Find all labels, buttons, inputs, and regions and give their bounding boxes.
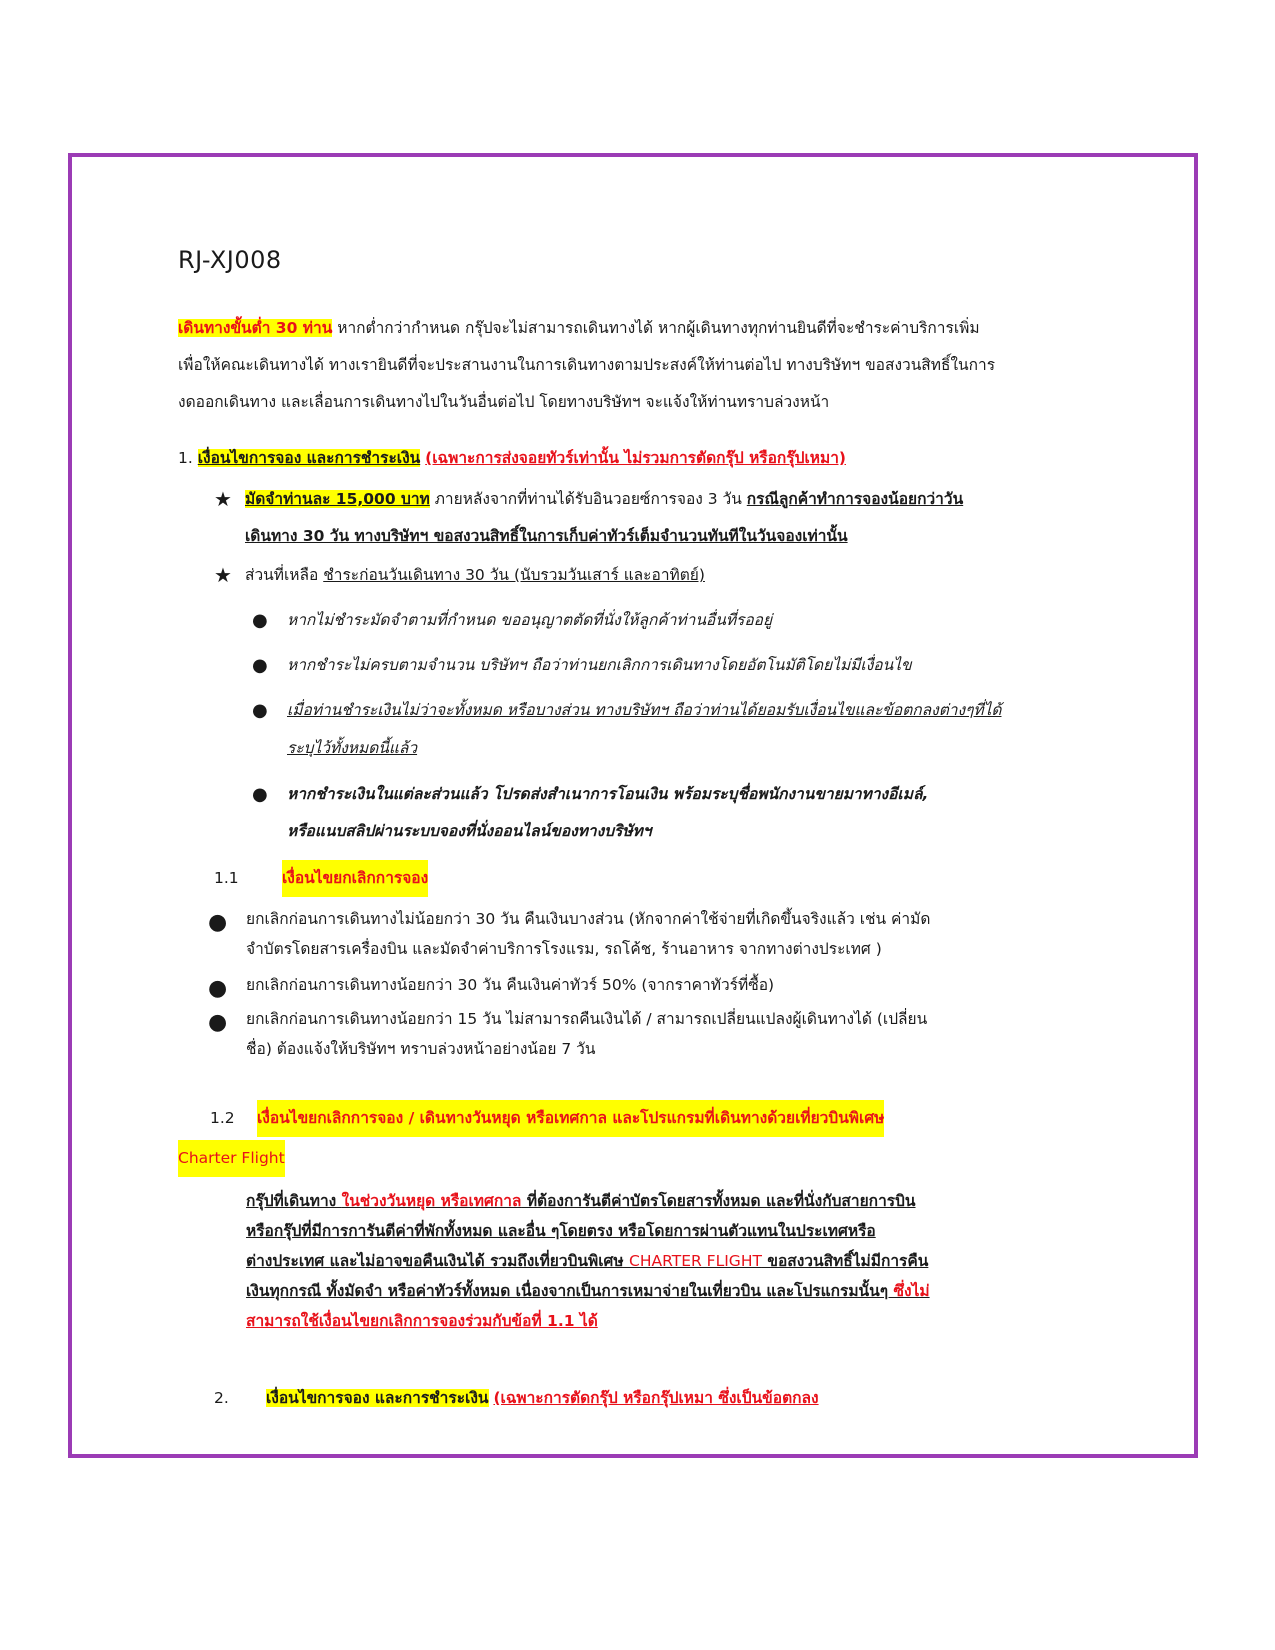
- intro-line-1: หากต่ำกว่ากำหนด กรุ๊ปจะไม่สามารถเดินทางได้ หากผู้เดินทางทุกท่านยินดีที่จะชำระค่าบริการเพิ่ม: [332, 319, 980, 337]
- list-item: เมื่อท่านชำระเงินไม่ว่าจะทั้งหมด หรือบางส่วน ทางบริษัทฯ ถือว่าท่านได้ยอมรับเงื่อนไขและข้อตกลงต่างๆที่ได้: [287, 701, 1002, 719]
- charter-line-3: ต่างประเทศ และไม่อาจขอคืนเงินได้ รวมถึงเที่ยวบินพิเศษ CHARTER FLIGHT ขอสงวนสิทธิ์ไม่มีการคืน: [246, 1252, 929, 1270]
- section-2-heading: [266, 1380, 819, 1417]
- section-2-number: 2.: [214, 1389, 229, 1407]
- section-1-1-number: 1.1: [214, 869, 239, 887]
- charter-line-2: หรือกรุ๊ปที่มีการการันตีค่าที่พักทั้งหมด และอื่น ๆโดยตรง หรือโดยการผ่านตัวแทนในประเทศหรือ: [246, 1222, 876, 1240]
- bullet-icon: ●: [208, 1010, 228, 1035]
- section-1-number: 1.: [178, 449, 193, 467]
- charter-line-5: สามารถใช้เงื่อนไขยกเลิกการจองร่วมกับข้อที่ 1.1 ได้: [246, 1312, 598, 1330]
- section-1-note: (เฉพาะการส่งจอยทัวร์เท่านั้น ไม่รวมการตัดกรุ๊ป หรือกรุ๊ปเหมา): [425, 449, 846, 467]
- charter-line-4: เงินทุกกรณี ทั้งมัดจำ หรือค่าทัวร์ทั้งหมด เนื่องจากเป็นการเหมาจ่ายในเที่ยวบิน และโปรแกรมนั้นๆ ซึ่งไม่: [246, 1282, 930, 1300]
- deposit-amount: มัดจำท่านละ 15,000 บาท: [245, 490, 430, 508]
- bullet-icon: ●: [252, 610, 268, 631]
- list-item: หากไม่ชำระมัดจำตามที่กำหนด ขออนุญาตตัดที่นั่งให้ลูกค้าท่านอื่นที่รออยู่: [287, 611, 773, 629]
- list-item: ระบุไว้ทั้งหมดนี้แล้ว: [287, 739, 418, 757]
- cancel-item-1b: จำบัตรโดยสารเครื่องบิน และมัดจำค่าบริการโรงแรม, รถโค้ช, ร้านอาหาร จากทางต่างประเทศ ): [246, 940, 882, 958]
- section-1-1-title: เงื่อนไขยกเลิกการจอง: [282, 860, 428, 897]
- deposit-line-2: เดินทาง 30 วัน ทางบริษัทฯ ขอสงวนสิทธิ์ในการเก็บค่าทัวร์เต็มจำนวนทันทีในวันจองเท่านั้น: [245, 527, 848, 545]
- bullet-icon: ●: [252, 655, 268, 676]
- list-item: หากชำระไม่ครบตามจำนวน บริษัทฯ ถือว่าท่านยกเลิกการเดินทางโดยอัตโนมัติโดยไม่มีเงื่อนไข: [287, 656, 912, 674]
- cancel-item-3a: ยกเลิกก่อนการเดินทางน้อยกว่า 15 วัน ไม่สามารถคืนเงินได้ / สามารถเปลี่ยนแปลงผู้เดินทางได้ (เปลี่ยน: [246, 1010, 928, 1028]
- list-item: หรือแนบสลิปผ่านระบบจองที่นั่งออนไลน์ของทางบริษัทฯ: [287, 822, 652, 840]
- bullet-icon: ●: [208, 910, 228, 935]
- cancel-item-3b: ชื่อ) ต้องแจ้งให้บริษัทฯ ทราบล่วงหน้าอย่างน้อย 7 วัน: [246, 1040, 596, 1058]
- intro-line-3: งดออกเดินทาง และเลื่อนการเดินทางไปในวันอื่นต่อไป โดยทางบริษัทฯ จะแจ้งให้ท่านทราบล่วงหน้า: [178, 393, 830, 411]
- section-1-2-title-cont: Charter Flight: [178, 1140, 285, 1177]
- charter-line-1: กรุ๊ปที่เดินทาง ในช่วงวันหยุด หรือเทศกาล ที่ต้องการันตีค่าบัตรโดยสารทั้งหมด และที่นั่งกับสายการบิน: [246, 1192, 916, 1210]
- star-icon: ★: [214, 563, 232, 587]
- list-item: หากชำระเงินในแต่ละส่วนแล้ว โปรดส่งสำเนาการโอนเงิน พร้อมระบุชื่อพนักงานขายมาทางอีเมล์,: [287, 785, 929, 803]
- bullet-icon: ●: [208, 976, 228, 1001]
- cancel-item-1a: ยกเลิกก่อนการเดินทางไม่น้อยกว่า 30 วัน คืนเงินบางส่วน (หักจากค่าใช้จ่ายที่เกิดขึ้นจริงแล้ว เช่น ค่ามัด: [246, 910, 931, 928]
- section-1-2-number: 1.2: [210, 1109, 235, 1127]
- balance-line: ส่วนที่เหลือ ชำระก่อนวันเดินทาง 30 วัน (นับรวมวันเสาร์ และอาทิตย์): [245, 566, 705, 584]
- section-1-title: เงื่อนไขการจอง และการชำระเงิน: [197, 449, 421, 467]
- bullet-icon: ●: [252, 784, 268, 805]
- cancel-item-2: ยกเลิกก่อนการเดินทางน้อยกว่า 30 วัน คืนเงินค่าทัวร์ 50% (จากราคาทัวร์ที่ซื้อ): [246, 976, 775, 994]
- section-2-note: (เฉพาะการตัดกรุ๊ป หรือกรุ๊ปเหมา ซึ่งเป็นข้อตกลง: [493, 1389, 819, 1407]
- intro-paragraph: [178, 310, 1098, 421]
- tour-code: RJ-XJ008: [178, 246, 282, 274]
- section-2-title: เงื่อนไขการจอง และการชำระเงิน: [266, 1389, 489, 1407]
- minimum-travelers-highlight: เดินทางขั้นต่ำ 30 ท่าน: [178, 319, 333, 337]
- bullet-icon: ●: [252, 700, 268, 721]
- deposit-line-1: มัดจำท่านละ 15,000 บาท ภายหลังจากที่ท่านได้รับอินวอยซ์การจอง 3 วัน กรณีลูกค้าทำการจองน้อยกว่าวัน: [245, 490, 964, 508]
- intro-line-2: เพื่อให้คณะเดินทางได้ ทางเรายินดีที่จะประสานงานในการเดินทางตามประสงค์ให้ท่านต่อไป ทางบริษัทฯ ขอสงวนสิทธิ์ในการ: [178, 356, 996, 374]
- section-1-heading: [178, 440, 846, 477]
- star-icon: ★: [214, 487, 232, 511]
- section-1-2-title: เงื่อนไขยกเลิกการจอง / เดินทางวันหยุด หรือเทศกาล และโปรแกรมที่เดินทางด้วยเที่ยวบินพิเศษ: [257, 1100, 884, 1137]
